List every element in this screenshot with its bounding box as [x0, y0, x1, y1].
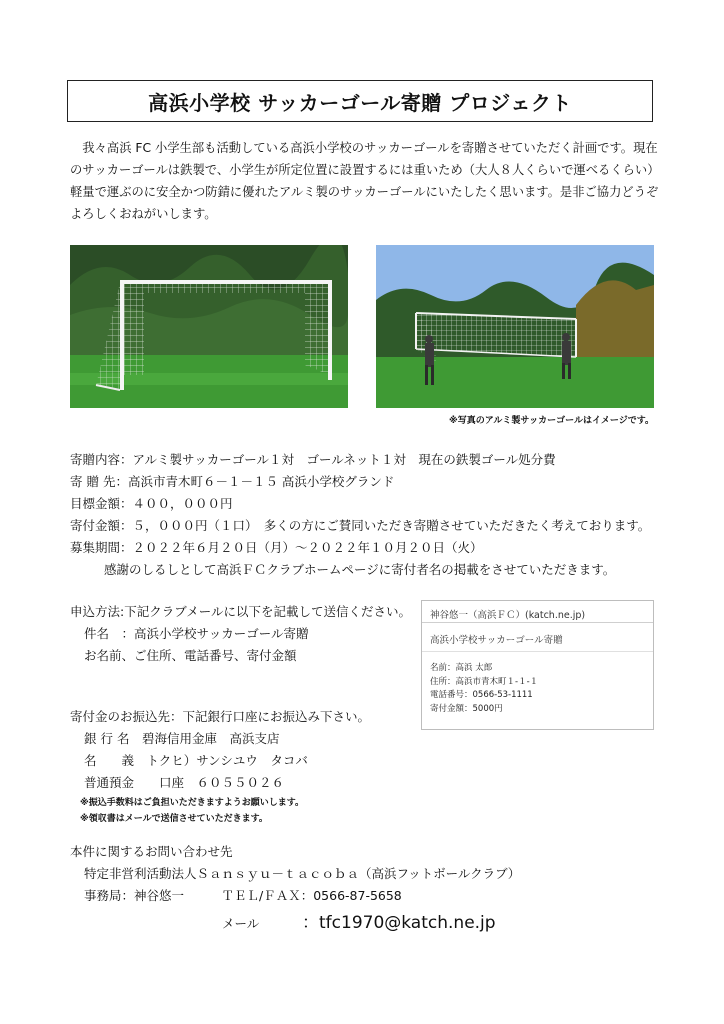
photo-caption: ※写真のアルミ製サッカーゴールはイメージです。 [448, 416, 654, 426]
mail-label: メール [222, 916, 260, 931]
goal-carrying-photo [376, 245, 654, 408]
contact-office: 事務局：神谷悠一 ＴＥＬ/ＦＡＸ：0566-87-5658 [84, 888, 402, 903]
soccer-goal-photo [70, 245, 348, 408]
email-body [430, 662, 538, 716]
bank-name: 銀 行 名 碧海信用金庫 高浜支店 [84, 731, 280, 746]
target-amount: 目標金額：４００，０００円 [70, 496, 233, 511]
account-number: 普通預金 口座 ６０５５０２６ [84, 775, 285, 790]
mail-address[interactable]: ：tfc1970@katch.ne.jp [302, 913, 496, 933]
soccer-goal-photo-image [70, 245, 348, 408]
donation-amount: 寄付金額：５，０００円（１口） 多くの方にご賛同いただき寄贈させていただきたく考えております。 [70, 518, 651, 533]
receipt-note: ※領収書はメールで送信させていただきます。 [80, 814, 268, 824]
email-body-line: 寄付金額：5000円 [430, 703, 503, 714]
intro-paragraph [70, 137, 660, 225]
email-body-line: 名前：高浜 太郎 [430, 663, 493, 673]
email-sender: 神谷悠一（高浜ＦＣ）(katch.ne.jp) [422, 601, 653, 623]
contact-heading: 本件に関するお問い合わせ先 [70, 844, 233, 859]
donation-content: 寄贈内容：アルミ製サッカーゴール１対 ゴールネット１対 現在の鉄製ゴール処分費 [70, 452, 556, 467]
contact-organization: 特定非営利活動法人Ｓａｎｓｙｕ－ｔａｃｏｂａ（高浜フットボールクラブ） [84, 866, 521, 881]
account-holder: 名 義 トクヒ）サンシユウ タコバ [84, 753, 308, 768]
application-method: 申込方法:下記クラブメールに以下を記載して送信ください。 [70, 604, 411, 619]
bank-heading: 寄付金のお振込先：下記銀行口座にお振込み下さい。 [70, 709, 371, 724]
intro-text: 我々高浜 FC 小学生部も活動している高浜小学校のサッカーゴールを寄贈させていただく計画です。現在のサッカーゴールは鉄製で、小学生が所定位置に設置するには重いため（大人８人くらいで運べるくらい）軽量で運ぶのに安全かつ防錆に優れたアルミ製のサッカーゴールにいたしたく思います。是非ご協力どうぞよろしくおねがいします。 [70, 141, 660, 221]
email-subject: 高浜小学校サッカーゴール寄贈 [430, 635, 563, 646]
recruitment-period: 募集期間：２０２２年６月２０日（月）～２０２２年１０月２０日（火） [70, 540, 483, 555]
transfer-fee-note: ※振込手数料はご負担いただきますようお願いします。 [80, 798, 305, 808]
email-body-line: 電話番号：0566-53-1111 [430, 690, 533, 700]
contact-mail [222, 908, 496, 933]
donation-destination: 寄 贈 先：高浜市青木町６－１－１５ 高浜小学校グランド [70, 474, 395, 489]
page-title: 高浜小学校 サッカーゴール寄贈 プロジェクト [67, 80, 653, 122]
thanks-note: 感謝のしるしとして高浜ＦＣクラブホームページに寄付者名の掲載をさせていただきます。 [104, 562, 616, 577]
sample-email [421, 600, 654, 730]
application-fields: お名前、ご住所、電話番号、寄付金額 [84, 648, 297, 663]
application-subject: 件名 ：高浜小学校サッカーゴール寄贈 [84, 626, 309, 641]
email-body-line: 住所：高浜市青木町１-１-１ [430, 676, 539, 687]
goal-carrying-photo-image [376, 245, 654, 408]
